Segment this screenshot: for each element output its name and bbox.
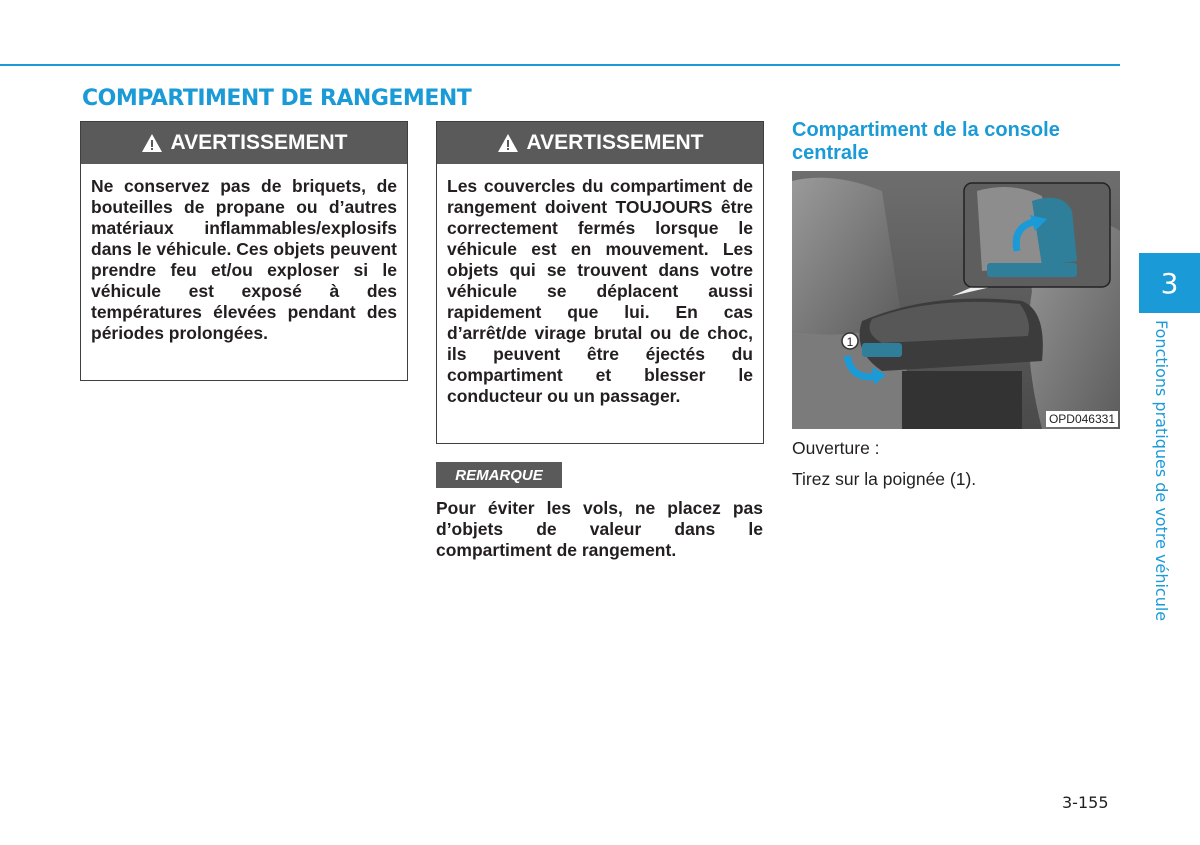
instruction-text: Tirez sur la poignée (1). [792,469,977,489]
console-photo [792,171,1120,429]
remarque-text: Pour éviter les vols, ne placez pas d’objets de valeur dans le compartiment de rangement. [436,498,763,560]
section-title: COMPARTIMENT DE RANGEMENT [82,86,472,111]
warning-text: Les couvercles du compartiment de rangement doivent TOUJOURS être correctement fermés lorsque le véhicule est en mouvement. Les objets qui se trouvent dans votre véhicule se déplacent aussi rapidement que lui. En cas d’arrêt/de virage brutal ou de choc, ils peuvent être éjectés du compartiment et blesser le conducteur ou un passager. [447,176,753,406]
warning-header [437,122,763,164]
warning-text: Ne conservez pas de briquets, de bouteilles de propane ou d’autres matériaux inflammables/explosifs dans le véhicule. Ces objets peuvent prendre feu et/ou exploser si le véhicule est exposé à des températures élevées pendant des périodes prolongées. [91,176,397,343]
warning-header [81,122,407,164]
console-illustration [792,171,1120,429]
warning-header-label: AVERTISSEMENT [170,131,348,154]
image-code: OPD046331 [1046,411,1118,427]
top-rule [0,64,1120,66]
warning-triangle-icon [497,133,519,153]
warning-box-2 [436,121,764,444]
console-heading: Compartiment de la console centrale [792,119,1060,164]
callout-number: 1 [846,335,854,349]
page-number: 3-155 [1062,793,1109,812]
remarque-label: REMARQUE [436,462,562,488]
opening-label: Ouverture : [792,438,880,458]
warning-header-label: AVERTISSEMENT [526,131,704,154]
chapter-tab: 3 [1139,253,1200,313]
warning-triangle-icon [141,133,163,153]
chapter-title: Fonctions pratiques de votre véhicule [1152,320,1171,622]
warning-box-1 [80,121,408,381]
